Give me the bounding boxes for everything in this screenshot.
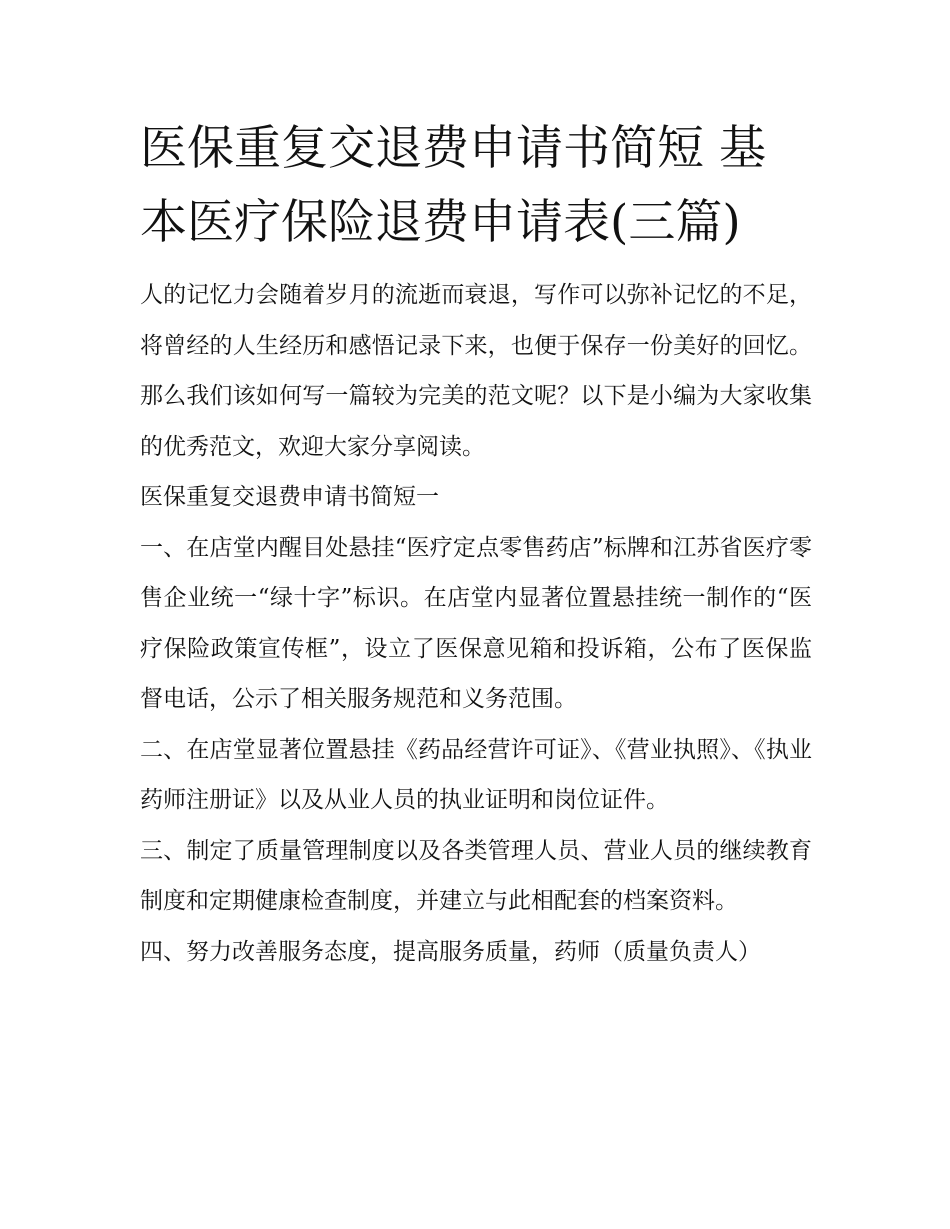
list-item-1: 一、在店堂内醒目处悬挂“医疗定点零售药店”标牌和江苏省医疗零售企业统一“绿十字”标识。在店堂内显著位置悬挂统一制作的“医疗保险政策宣传框”，设立了医保意见箱和投诉箱，公布了医保监督电话，公示了相关服务规范和义务范围。 [140,534,812,712]
document-body [140,112,812,977]
intro-paragraph: 人的记忆力会随着岁月的流逝而衰退，写作可以弥补记忆的不足，将曾经的人生经历和感悟记录下来，也便于保存一份美好的回忆。那么我们该如何写一篇较为完美的范文呢？以下是小编为大家收集的优秀范文，欢迎大家分享阅读。 [140,282,812,460]
document-title: 医保重复交退费申请书简短 基本医疗保险退费申请表(三篇) [140,121,766,250]
section-heading: 医保重复交退费申请书简短一 [140,484,439,510]
list-item-4: 四、努力改善服务态度，提高服务质量，药师（质量负责人） [140,938,761,965]
list-item-3: 三、制定了质量管理制度以及各类管理人员、营业人员的继续教育制度和定期健康检查制度，并建立与此相配套的档案资料。 [140,837,812,914]
list-item-2: 二、在店堂显著位置悬挂《药品经营许可证》、《营业执照》、《执业药师注册证》以及从业人员的执业证明和岗位证件。 [140,736,812,813]
